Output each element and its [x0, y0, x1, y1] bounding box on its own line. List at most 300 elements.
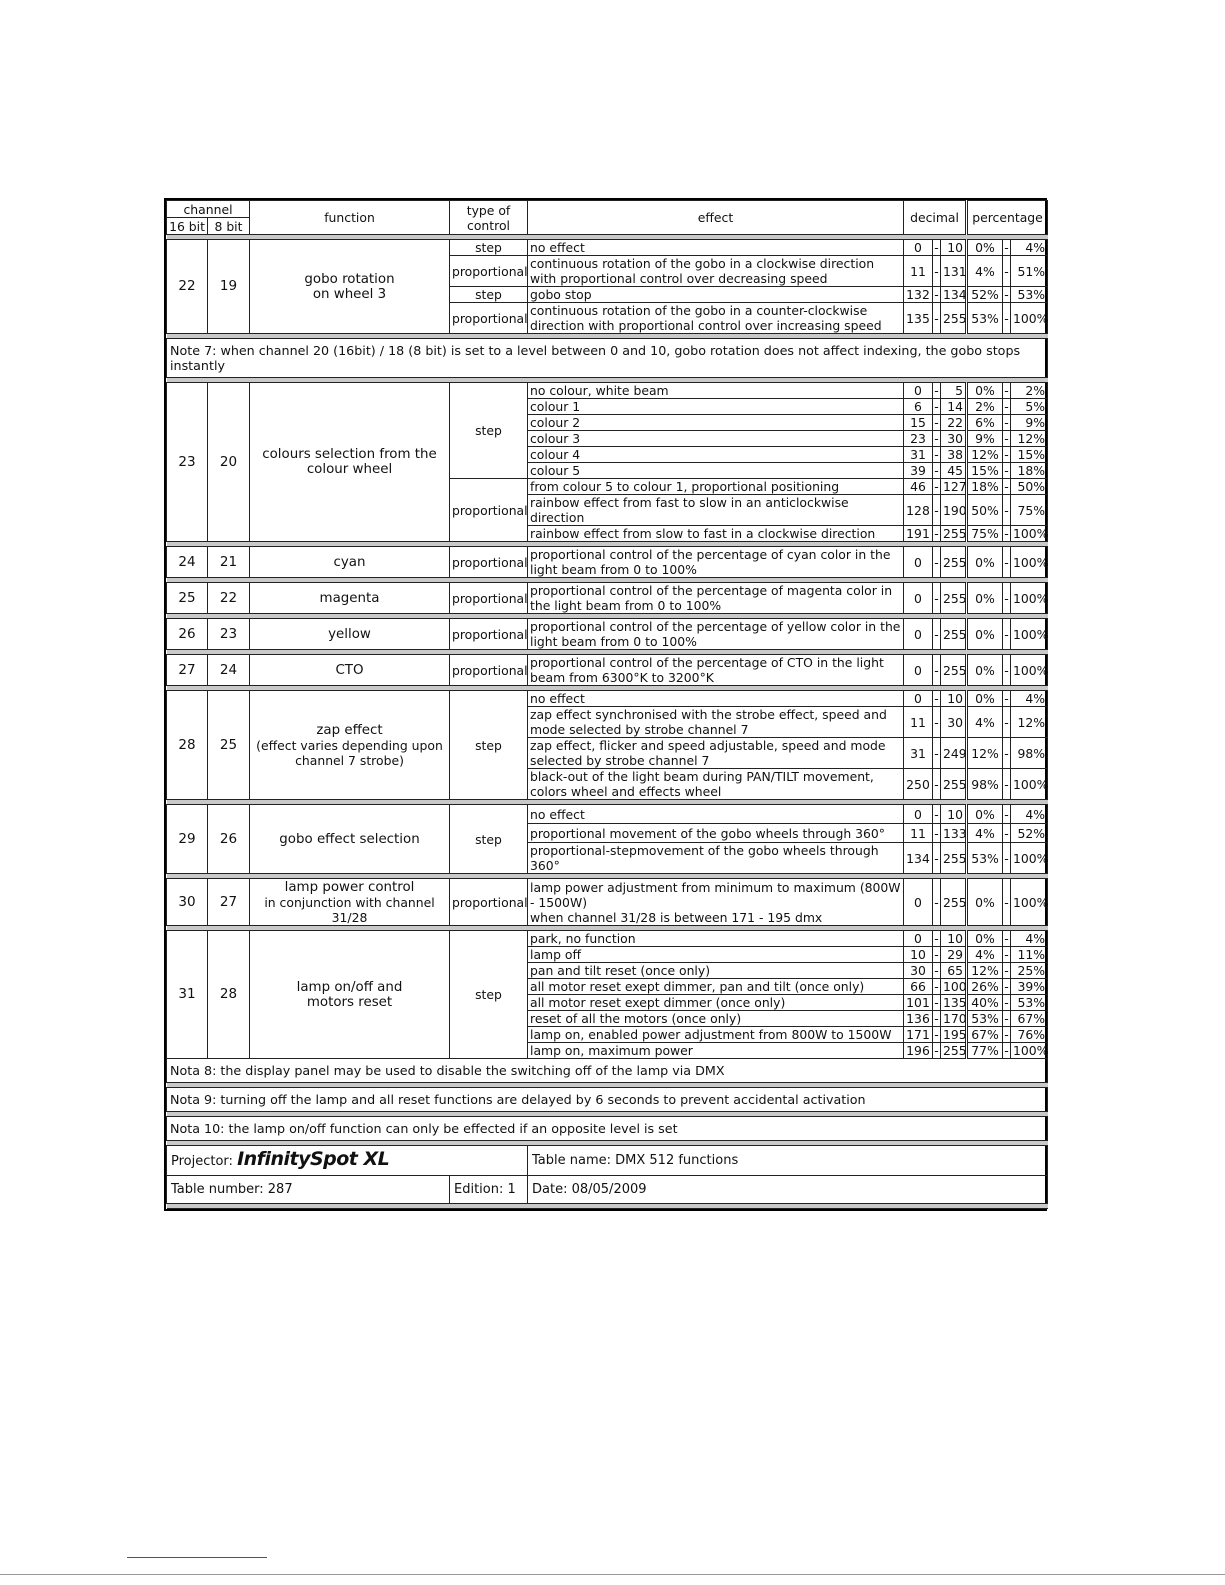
decimal-from: 0 [904, 931, 933, 947]
range-dash: - [1004, 383, 1009, 398]
function-cell [250, 383, 450, 542]
range-dash: - [1004, 287, 1009, 302]
percent-to: 100% [1011, 769, 1048, 800]
percent-to: 53% [1011, 287, 1048, 303]
decimal-to: 134 [941, 287, 967, 303]
range-dash: - [1003, 619, 1011, 650]
percent-to: 100% [1011, 303, 1048, 334]
function-cell: CTO [250, 655, 450, 686]
range-dash: - [1003, 583, 1011, 614]
decimal-from: 250 [904, 769, 933, 800]
percent-from: 12% [967, 963, 1003, 979]
channel-16bit: 25 [167, 583, 208, 614]
range-dash: - [934, 240, 939, 255]
range-dash: - [933, 619, 941, 650]
decimal-to: 10 [941, 931, 967, 947]
percent-from: 4% [967, 947, 1003, 963]
decimal-from: 128 [904, 495, 933, 526]
range-dash: - [933, 655, 941, 686]
decimal-to: 10 [941, 240, 967, 256]
control-type: proportional [450, 619, 528, 650]
table-number-label: Table number: [171, 1182, 264, 1197]
function-line: gobo rotation [304, 271, 395, 287]
percent-to: 12% [1011, 707, 1048, 738]
control-type: proportional [450, 655, 528, 686]
effect-text: no effect [528, 805, 904, 824]
control-type: step [450, 691, 528, 800]
decimal-from: 30 [904, 963, 933, 979]
percent-to: 5% [1011, 399, 1048, 415]
decimal-from: 196 [904, 1043, 933, 1059]
table-row [167, 240, 1048, 256]
range-dash: - [1004, 806, 1009, 822]
control-type: proportional [450, 256, 528, 287]
note-row [167, 1059, 1048, 1083]
table-number-cell [167, 1176, 450, 1204]
range-dash: - [934, 415, 939, 430]
header-effect: effect [528, 201, 904, 235]
decimal-from: 11 [904, 256, 933, 287]
decimal-to: 255 [941, 526, 967, 542]
range-dash: - [1003, 843, 1011, 874]
table-row [167, 383, 1048, 399]
effect-text: colour 5 [528, 463, 904, 479]
channel-8bit: 28 [208, 931, 250, 1059]
dmx-function-table [164, 198, 1047, 1211]
decimal-from: 0 [904, 805, 933, 824]
decimal-to: 29 [941, 947, 967, 963]
range-dash: - [933, 769, 941, 800]
percent-from: 98% [967, 769, 1003, 800]
decimal-from: 11 [904, 824, 933, 843]
effect-text: proportional control of the percentage of yellow color in the light beam from 0 to 100% [528, 619, 904, 650]
range-dash: - [1004, 240, 1009, 255]
range-dash: - [1004, 479, 1009, 494]
range-dash: - [934, 963, 939, 978]
note-8: Nota 8: the display panel may be used to disable the switching off of the lamp via DMX [167, 1059, 1048, 1083]
decimal-to: 195 [941, 1027, 967, 1043]
range-dash: - [1004, 399, 1009, 414]
range-dash: - [933, 707, 941, 738]
effect-text: no colour, white beam [528, 383, 904, 399]
percent-to: 4% [1011, 805, 1048, 824]
effect-text: no effect [528, 691, 904, 707]
table-row [167, 583, 1048, 614]
decimal-from: 0 [904, 383, 933, 399]
percent-from: 0% [967, 383, 1003, 399]
percent-from: 4% [967, 707, 1003, 738]
percent-from: 18% [967, 479, 1003, 495]
percent-to: 25% [1011, 963, 1048, 979]
decimal-to: 22 [941, 415, 967, 431]
channel-8bit: 21 [208, 547, 250, 578]
function-line: in conjunction with channel 31/28 [264, 895, 435, 925]
function-cell [250, 240, 450, 334]
decimal-from: 31 [904, 447, 933, 463]
decimal-to: 255 [941, 583, 967, 614]
decimal-from: 0 [904, 240, 933, 256]
percent-to: 100% [1011, 526, 1048, 542]
decimal-from: 31 [904, 738, 933, 769]
channel-8bit: 26 [208, 805, 250, 874]
function-cell: magenta [250, 583, 450, 614]
table-row [167, 805, 1048, 824]
decimal-from: 171 [904, 1027, 933, 1043]
range-dash: - [934, 463, 939, 478]
range-dash: - [934, 1027, 939, 1042]
decimal-from: 0 [904, 583, 933, 614]
percent-from: 53% [967, 303, 1003, 334]
decimal-from: 136 [904, 1011, 933, 1027]
range-dash: - [934, 825, 939, 841]
percent-to: 11% [1011, 947, 1048, 963]
channel-16bit: 26 [167, 619, 208, 650]
date-label: Date: [532, 1182, 568, 1197]
range-dash: - [933, 843, 941, 874]
range-dash: - [1003, 256, 1011, 287]
table-row [167, 547, 1048, 578]
channel-8bit: 25 [208, 691, 250, 800]
range-dash: - [1004, 447, 1009, 462]
decimal-to: 255 [941, 1043, 967, 1059]
range-dash: - [1003, 655, 1011, 686]
percent-to: 51% [1011, 256, 1048, 287]
percent-to: 100% [1011, 843, 1048, 874]
percent-to: 12% [1011, 431, 1048, 447]
percent-to: 50% [1011, 479, 1048, 495]
percent-from: 0% [967, 879, 1003, 926]
channel-8bit: 24 [208, 655, 250, 686]
control-type: step [450, 287, 528, 303]
decimal-from: 23 [904, 431, 933, 447]
range-dash: - [934, 287, 939, 302]
percent-to: 4% [1011, 691, 1048, 707]
note-lead: Note 7 [170, 343, 213, 358]
date-cell [528, 1176, 1048, 1204]
channel-16bit: 27 [167, 655, 208, 686]
header-function: function [250, 201, 450, 235]
percent-to: 76% [1011, 1027, 1048, 1043]
note-text: : when channel 20 (16bit) / 18 (8 bit) is set to a level between 0 and 10, gobo rotation does not affect indexing, the gobo stops instantly [170, 343, 1021, 373]
decimal-to: 30 [941, 431, 967, 447]
decimal-from: 15 [904, 415, 933, 431]
range-dash: - [1004, 947, 1009, 962]
control-type: proportional [450, 583, 528, 614]
range-dash: - [933, 303, 941, 334]
effect-text: proportional-stepmovement of the gobo wheels through 360° [528, 843, 904, 874]
decimal-from: 0 [904, 619, 933, 650]
decimal-to: 255 [941, 303, 967, 334]
note-9: Nota 9: turning off the lamp and all reset functions are delayed by 6 seconds to prevent accidental activation [167, 1088, 1048, 1112]
header-row-1 [167, 201, 1048, 218]
channel-16bit: 22 [167, 240, 208, 334]
table-row [167, 691, 1048, 707]
decimal-from: 6 [904, 399, 933, 415]
percent-to: 53% [1011, 995, 1048, 1011]
decimal-to: 255 [941, 619, 967, 650]
channel-8bit: 23 [208, 619, 250, 650]
percent-to: 2% [1011, 383, 1048, 399]
percent-to: 100% [1011, 655, 1048, 686]
percent-to: 15% [1011, 447, 1048, 463]
table-row [167, 655, 1048, 686]
channel-8bit: 19 [208, 240, 250, 334]
percent-from: 53% [967, 843, 1003, 874]
range-dash: - [1003, 738, 1011, 769]
range-dash: - [1004, 979, 1009, 994]
header-percentage: percentage [967, 201, 1048, 235]
percent-from: 0% [967, 931, 1003, 947]
effect-text: zap effect, flicker and speed adjustable, speed and mode selected by strobe channel 7 [528, 738, 904, 769]
range-dash: - [1004, 1011, 1009, 1026]
range-dash: - [1004, 825, 1009, 841]
effect-text: proportional control of the percentage of CTO in the light beam from 6300°K to 3200°K [528, 655, 904, 686]
percent-from: 0% [967, 240, 1003, 256]
control-type: step [450, 383, 528, 479]
decimal-from: 0 [904, 547, 933, 578]
effect-line: when channel 31/28 is between 171 - 195 dmx [530, 909, 823, 925]
channel-16bit: 23 [167, 383, 208, 542]
range-dash: - [934, 526, 939, 541]
percent-from: 9% [967, 431, 1003, 447]
range-dash: - [1004, 963, 1009, 978]
footnote-separator [127, 1557, 267, 1558]
decimal-to: 38 [941, 447, 967, 463]
function-line: motors reset [306, 994, 393, 1010]
percent-from: 12% [967, 738, 1003, 769]
range-dash: - [1003, 495, 1011, 526]
control-type: step [450, 240, 528, 256]
range-dash: - [1004, 931, 1009, 946]
header-channel: channel [167, 201, 250, 218]
channel-8bit: 22 [208, 583, 250, 614]
effect-text: gobo stop [528, 287, 904, 303]
function-line: (effect varies depending upon channel 7 strobe) [256, 738, 443, 768]
function-cell [250, 691, 450, 800]
range-dash: - [1003, 547, 1011, 578]
range-dash: - [934, 447, 939, 462]
percent-from: 12% [967, 447, 1003, 463]
percent-to: 39% [1011, 979, 1048, 995]
header-type-of-control: type of control [450, 201, 528, 235]
date-value: 08/05/2009 [571, 1182, 647, 1197]
percent-to: 100% [1011, 1043, 1048, 1059]
percent-to: 18% [1011, 463, 1048, 479]
decimal-to: 255 [941, 769, 967, 800]
decimal-from: 46 [904, 479, 933, 495]
range-dash: - [934, 931, 939, 946]
percent-to: 67% [1011, 1011, 1048, 1027]
range-dash: - [1003, 303, 1011, 334]
effect-text: black-out of the light beam during PAN/TILT movement, colors wheel and effects wheel [528, 769, 904, 800]
range-dash: - [934, 806, 939, 822]
decimal-to: 170 [941, 1011, 967, 1027]
decimal-to: 65 [941, 963, 967, 979]
function-cell: yellow [250, 619, 450, 650]
range-dash: - [1003, 769, 1011, 800]
decimal-from: 101 [904, 995, 933, 1011]
control-type: proportional [450, 879, 528, 926]
table-row [167, 879, 1048, 926]
function-cell: cyan [250, 547, 450, 578]
control-type: proportional [450, 479, 528, 542]
range-dash: - [1004, 1043, 1009, 1058]
effect-text: colour 1 [528, 399, 904, 415]
decimal-to: 10 [941, 691, 967, 707]
header-16bit: 16 bit [167, 218, 208, 235]
effect-text: colour 3 [528, 431, 904, 447]
edition-cell [450, 1176, 528, 1204]
range-dash: - [934, 947, 939, 962]
note-row [167, 339, 1048, 378]
header-decimal: decimal [904, 201, 967, 235]
percent-from: 77% [967, 1043, 1003, 1059]
percent-to: 4% [1011, 240, 1048, 256]
decimal-to: 255 [941, 547, 967, 578]
range-dash: - [933, 547, 941, 578]
decimal-from: 39 [904, 463, 933, 479]
range-dash: - [934, 1011, 939, 1026]
percent-from: 0% [967, 655, 1003, 686]
range-dash: - [933, 738, 941, 769]
channel-8bit: 20 [208, 383, 250, 542]
effect-text: zap effect synchronised with the strobe effect, speed and mode selected by strobe channel 7 [528, 707, 904, 738]
table-row [167, 931, 1048, 947]
range-dash: - [1004, 431, 1009, 446]
effect-text: proportional movement of the gobo wheels through 360° [528, 824, 904, 843]
effect-text: from colour 5 to colour 1, proportional positioning [528, 479, 904, 495]
decimal-to: 133 [941, 824, 967, 843]
decimal-to: 249 [941, 738, 967, 769]
percent-from: 6% [967, 415, 1003, 431]
range-dash: - [1004, 463, 1009, 478]
effect-text: all motor reset exept dimmer (once only) [528, 995, 904, 1011]
decimal-to: 135 [941, 995, 967, 1011]
footer-row-2 [167, 1176, 1048, 1204]
effect-text: all motor reset exept dimmer, pan and tilt (once only) [528, 979, 904, 995]
percent-to: 98% [1011, 738, 1048, 769]
percent-from: 67% [967, 1027, 1003, 1043]
percent-from: 4% [967, 256, 1003, 287]
table-name-label: Table name: [532, 1153, 611, 1168]
note-7 [167, 339, 1048, 378]
projector-name: InfinitySpot XL [237, 1148, 390, 1170]
page-bottom-rule [0, 1574, 1225, 1575]
function-line: on wheel 3 [312, 286, 387, 302]
percent-from: 50% [967, 495, 1003, 526]
function-line: zap effect [316, 723, 383, 738]
percent-from: 0% [967, 547, 1003, 578]
decimal-to: 255 [941, 843, 967, 874]
channel-16bit: 31 [167, 931, 208, 1059]
percent-to: 52% [1011, 824, 1048, 843]
percent-from: 75% [967, 526, 1003, 542]
header-8bit: 8 bit [208, 218, 250, 235]
effect-text: proportional control of the percentage of cyan color in the light beam from 0 to 100% [528, 547, 904, 578]
effect-text: park, no function [528, 931, 904, 947]
percent-to: 100% [1011, 879, 1048, 926]
edition-value: 1 [507, 1182, 516, 1197]
range-dash: - [934, 479, 939, 494]
percent-from: 0% [967, 619, 1003, 650]
decimal-to: 10 [941, 805, 967, 824]
effect-text: reset of all the motors (once only) [528, 1011, 904, 1027]
function-cell [250, 879, 450, 926]
decimal-from: 10 [904, 947, 933, 963]
note-row [167, 1117, 1048, 1141]
decimal-from: 66 [904, 979, 933, 995]
range-dash: - [1003, 879, 1011, 926]
decimal-from: 0 [904, 655, 933, 686]
effect-text: colour 4 [528, 447, 904, 463]
range-dash: - [934, 399, 939, 414]
function-line: colours selection from the [262, 447, 437, 462]
decimal-from: 134 [904, 843, 933, 874]
percent-to: 9% [1011, 415, 1048, 431]
percent-from: 4% [967, 824, 1003, 843]
percent-from: 53% [967, 1011, 1003, 1027]
control-type: proportional [450, 303, 528, 334]
effect-text: rainbow effect from slow to fast in a clockwise direction [528, 526, 904, 542]
range-dash: - [934, 383, 939, 398]
percent-to: 100% [1011, 547, 1048, 578]
table-number-value: 287 [267, 1182, 293, 1197]
decimal-from: 135 [904, 303, 933, 334]
channel-16bit: 24 [167, 547, 208, 578]
range-dash: - [933, 879, 941, 926]
control-type: step [450, 931, 528, 1059]
percent-from: 0% [967, 583, 1003, 614]
table-name-cell [528, 1146, 1048, 1176]
decimal-to: 100 [941, 979, 967, 995]
decimal-to: 14 [941, 399, 967, 415]
decimal-to: 5 [941, 383, 967, 399]
control-type: step [450, 805, 528, 874]
function-cell [250, 931, 450, 1059]
range-dash: - [933, 583, 941, 614]
edition-label: Edition: [454, 1182, 504, 1197]
table-row [167, 619, 1048, 650]
effect-text: colour 2 [528, 415, 904, 431]
percent-from: 52% [967, 287, 1003, 303]
control-type: proportional [450, 547, 528, 578]
percent-to: 4% [1011, 931, 1048, 947]
percent-from: 15% [967, 463, 1003, 479]
range-dash: - [934, 995, 939, 1010]
range-dash: - [934, 691, 939, 706]
range-dash: - [1004, 691, 1009, 706]
range-dash: - [934, 431, 939, 446]
decimal-to: 190 [941, 495, 967, 526]
percent-to: 75% [1011, 495, 1048, 526]
effect-text: continuous rotation of the gobo in a counter-clockwise direction with proportional control over increasing speed [528, 303, 904, 334]
effect-text: no effect [528, 240, 904, 256]
projector-cell [167, 1146, 528, 1176]
decimal-to: 127 [941, 479, 967, 495]
effect-text: lamp off [528, 947, 904, 963]
decimal-from: 0 [904, 691, 933, 707]
decimal-to: 255 [941, 655, 967, 686]
percent-from: 0% [967, 805, 1003, 824]
table-name-value: DMX 512 functions [615, 1153, 739, 1168]
function-cell: gobo effect selection [250, 805, 450, 874]
decimal-to: 45 [941, 463, 967, 479]
effect-line: lamp power adjustment from minimum to maximum (800W - 1500W) [530, 879, 901, 910]
footer-row-1 [167, 1146, 1048, 1176]
decimal-from: 0 [904, 879, 933, 926]
range-dash: - [934, 979, 939, 994]
percent-to: 100% [1011, 619, 1048, 650]
